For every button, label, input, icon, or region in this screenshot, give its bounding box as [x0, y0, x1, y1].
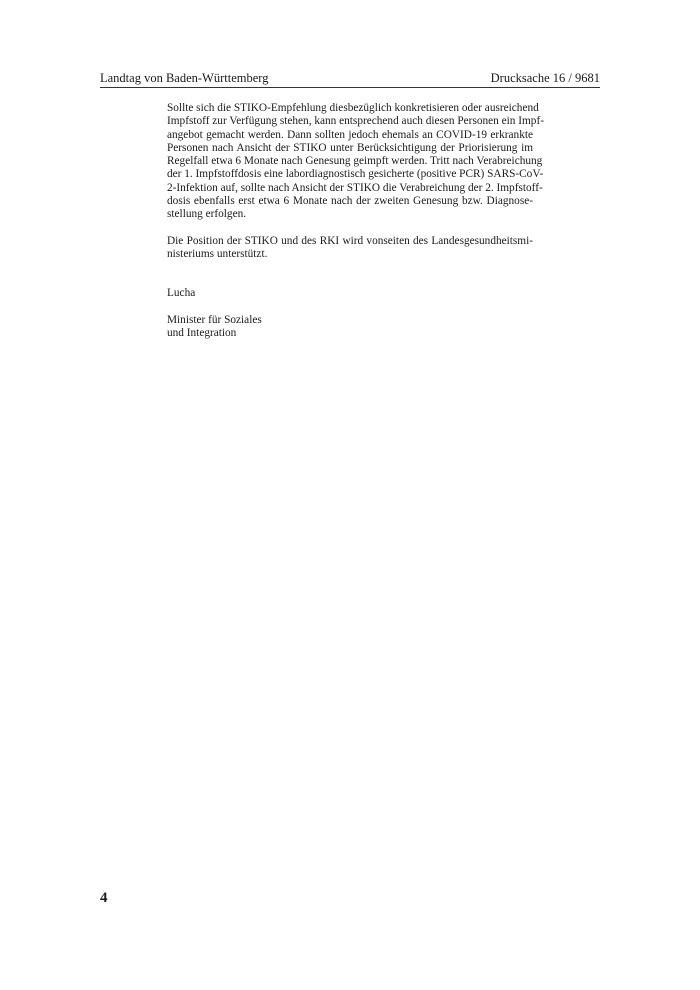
signature-name	[167, 287, 533, 300]
text-line: Regelfall etwa 6 Monate nach Genesung geimpft werden. Tritt nach Verabreichung	[167, 155, 543, 168]
signatory-title-line: und Integration	[167, 326, 237, 339]
text-line: Sollte sich die STIKO-Empfehlung diesbezüglich konkretisieren oder ausreichend	[167, 102, 539, 114]
paragraph-ministry-position	[167, 235, 533, 262]
header-parliament-name: Landtag von Baden-Württemberg	[100, 71, 269, 85]
header-document-number: Drucksache 16 / 9681	[490, 71, 600, 85]
paragraph-vaccination-recommendation	[167, 102, 544, 222]
text-line: der 1. Impfstoffdosis eine labordiagnostisch gesicherte (positive PCR) SARS-CoV-	[167, 168, 544, 181]
text-line: nisteriums unterstützt.	[167, 247, 268, 260]
text-line: dosis ebenfalls erst etwa 6 Monate nach der zweiten Genesung bzw. Diagnose-	[167, 195, 533, 208]
page-number: 4	[100, 890, 108, 906]
text-line: Impfstoff zur Verfügung stehen, kann entsprechend auch diesen Personen ein Impf-	[167, 115, 544, 128]
text-line: Die Position der STIKO und des RKI wird vonseiten des Landesgesundheitsmi-	[167, 234, 533, 247]
text-line: stellung erfolgen.	[167, 208, 247, 221]
text-line: Personen nach Ansicht der STIKO unter Berücksichtigung der Priorisierung im	[167, 141, 533, 154]
page-header	[100, 71, 600, 88]
text-line: 2-Infektion auf, sollte nach Ansicht der STIKO die Verabreichung der 2. Impfstoff-	[167, 181, 543, 194]
document-body	[167, 102, 544, 340]
text-line: angebot gemacht werden. Dann sollten jedoch ehemals an COVID-19 erkrankte	[167, 128, 533, 141]
signature-title	[167, 314, 533, 341]
signatory-title-line: Minister für Soziales	[167, 313, 262, 326]
signatory-name: Lucha	[167, 287, 196, 300]
